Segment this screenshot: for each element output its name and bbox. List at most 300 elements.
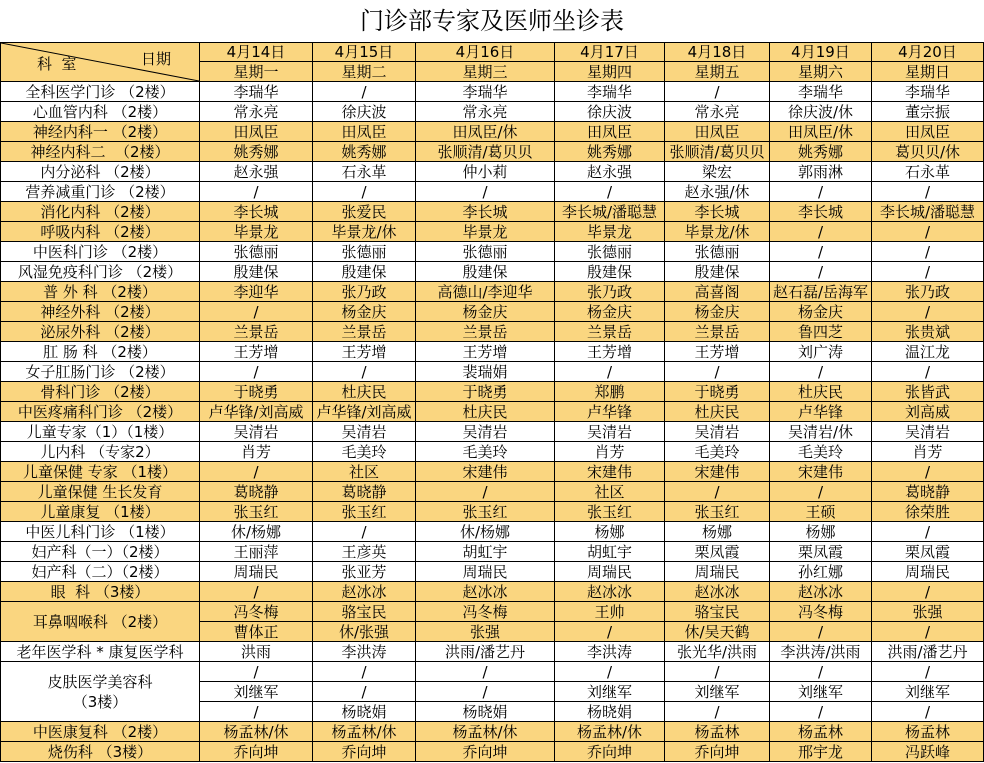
schedule-cell: 常永亮 [416,102,555,122]
schedule-cell: 殷建保 [416,262,555,282]
schedule-cell: / [200,582,313,602]
schedule-cell: 裴瑞娟 [416,362,555,382]
department-label: 儿内科 （专家2） [40,442,160,461]
schedule-cell: 卢华锋/刘高威 [200,402,313,422]
schedule-cell: 李洪涛/洪雨 [770,642,872,662]
schedule-cell: 宋建伟 [555,462,665,482]
schedule-cell: 张德丽 [313,242,416,262]
schedule-cell: 杨金庆 [416,302,555,322]
schedule-cell: 休/吴天鹤 [665,622,770,642]
schedule-cell: 杨金庆 [313,302,416,322]
weekday-header: 星期一 [200,62,313,82]
schedule-cell: 张玉红 [416,502,555,522]
department-label: 呼吸内科 （2楼） [40,222,160,241]
department-label-cell [0,282,200,302]
schedule-cell: 周瑞民 [555,562,665,582]
department-label-cell [0,362,200,382]
department-label: 儿童保健 生长发育 [37,482,163,501]
schedule-cell: 张皆武 [872,382,984,402]
schedule-cell: 乔向坤 [555,742,665,762]
schedule-cell: 张玉红 [555,502,665,522]
schedule-cell: 殷建保 [200,262,313,282]
schedule-cell: / [665,482,770,502]
schedule-cell: 骆宝民 [313,602,416,622]
schedule-cell: 杨孟林/休 [200,722,313,742]
schedule-cell: / [313,82,416,102]
schedule-cell: / [770,702,872,722]
schedule-cell: 温江龙 [872,342,984,362]
schedule-cell: 吴清岩 [313,422,416,442]
schedule-cell: / [555,622,665,642]
department-label-cell [0,602,200,642]
schedule-cell: 李长城 [665,202,770,222]
department-label-cell [0,82,200,102]
schedule-cell: 田凤臣/休 [416,122,555,142]
schedule-cell: / [555,362,665,382]
department-label: 皮肤医学美容科 [47,672,153,691]
department-label-cell [0,342,200,362]
department-label: 儿童专家（1）（1楼） [26,422,174,441]
schedule-cell: 王彦英 [313,542,416,562]
schedule-cell: 肖芳 [555,442,665,462]
schedule-cell: 徐庆波 [555,102,665,122]
department-label: 中医儿科门诊 （1楼） [25,522,175,541]
schedule-cell: 洪雨/潘艺丹 [416,642,555,662]
schedule-cell: 杨孟林 [665,722,770,742]
department-label: 心血管内科 （2楼） [32,102,168,121]
schedule-cell: / [200,182,313,202]
schedule-cell: 徐荣胜 [872,502,984,522]
schedule-table [0,42,984,762]
department-label: 儿童康复 （1楼） [40,502,160,521]
department-label-cell [0,582,200,602]
schedule-cell: 吴清岩 [416,422,555,442]
schedule-cell: 胡虹宇 [416,542,555,562]
department-floor-label: （3楼） [72,692,128,711]
schedule-cell: 田凤臣 [872,122,984,142]
schedule-cell: 李瑞华 [200,82,313,102]
schedule-cell: 毛美玲 [770,442,872,462]
schedule-cell: 张乃政 [555,282,665,302]
schedule-cell: 毛美玲 [313,442,416,462]
schedule-cell: 刘广涛 [770,342,872,362]
schedule-cell: 杨娜 [555,522,665,542]
schedule-cell: 冯冬梅 [416,602,555,622]
schedule-cell: / [200,462,313,482]
schedule-cell: 吴清岩 [872,422,984,442]
schedule-cell: / [665,82,770,102]
schedule-cell: 宋建伟 [416,462,555,482]
schedule-cell: 乔向坤 [665,742,770,762]
schedule-cell: 兰景岳 [416,322,555,342]
department-label-cell [0,162,200,182]
schedule-cell: / [872,362,984,382]
schedule-cell: 徐庆波/休 [770,102,872,122]
schedule-cell: / [313,662,416,682]
department-label: 中医科门诊 （2楼） [32,242,168,261]
department-label: 神经内科二 （2楼） [30,142,170,161]
department-label: 妇产科（一）（2楼） [31,542,169,561]
department-label: 风湿免疫科门诊 （2楼） [17,262,183,281]
schedule-cell: 董宗振 [872,102,984,122]
schedule-cell: 张乃政 [313,282,416,302]
schedule-cell: 卢华锋/刘高威 [313,402,416,422]
date-header: 4月15日 [313,42,416,62]
header-corner-cell [0,42,200,82]
schedule-cell: 杜庆民 [665,402,770,422]
date-axis-label: 日期 [141,50,172,68]
schedule-cell: 杨娜 [770,522,872,542]
schedule-cell: 毕景龙 [416,222,555,242]
schedule-cell: / [770,362,872,382]
date-header: 4月18日 [665,42,770,62]
page-title: 门诊部专家及医师坐诊表 [360,7,624,35]
schedule-cell: / [872,622,984,642]
schedule-cell: 骆宝民 [665,602,770,622]
schedule-cell: 王芳增 [665,342,770,362]
schedule-cell: 李迎华 [200,282,313,302]
schedule-cell: 社区 [555,482,665,502]
schedule-cell: / [770,222,872,242]
department-label-cell [0,522,200,542]
schedule-cell: 高德山/李迎华 [416,282,555,302]
schedule-cell: 常永亮 [665,102,770,122]
department-label-cell [0,422,200,442]
schedule-cell: / [770,262,872,282]
department-label: 神经外科 （2楼） [40,302,160,321]
department-label: 耳鼻咽喉科 （2楼） [32,612,168,631]
schedule-cell: 张乃政 [872,282,984,302]
weekday-header: 星期五 [665,62,770,82]
schedule-cell: 张光华/洪雨 [665,642,770,662]
schedule-cell: 赵冰冰 [313,582,416,602]
schedule-cell: 王芳增 [555,342,665,362]
schedule-cell: 乔向坤 [416,742,555,762]
schedule-cell: 杨孟林/休 [313,722,416,742]
department-label: 消化内科 （2楼） [40,202,160,221]
department-label: 老年医学科 * 康复医学科 [16,642,184,661]
schedule-cell: 石永革 [872,162,984,182]
schedule-cell: 兰景岳 [555,322,665,342]
department-label: 中医疼痛科门诊 （2楼） [17,402,183,421]
schedule-cell: 杨孟林 [872,722,984,742]
schedule-cell: 田凤臣 [313,122,416,142]
department-label-cell [0,142,200,162]
department-label-cell [0,202,200,222]
schedule-cell: 王丽萍 [200,542,313,562]
department-label: 普 外 科 （2楼） [43,282,157,301]
schedule-cell: 吴清岩 [665,422,770,442]
schedule-cell: 刘继军 [872,682,984,702]
department-label-cell [0,542,200,562]
department-label-cell [0,402,200,422]
schedule-cell: 杨晓娟 [416,702,555,722]
schedule-cell: 毛美玲 [416,442,555,462]
department-label-cell [0,662,200,722]
schedule-cell: 王芳增 [416,342,555,362]
schedule-cell: 赵冰冰 [555,582,665,602]
schedule-cell: 葛晓静 [872,482,984,502]
schedule-cell: 殷建保 [665,262,770,282]
schedule-cell: 姚秀娜 [555,142,665,162]
schedule-cell: 姚秀娜 [770,142,872,162]
schedule-cell: 殷建保 [313,262,416,282]
department-label-cell [0,302,200,322]
schedule-cell: 高喜阁 [665,282,770,302]
schedule-cell: / [665,362,770,382]
schedule-cell: 鲁四芝 [770,322,872,342]
schedule-cell: 田凤臣 [665,122,770,142]
schedule-cell: 乔向坤 [313,742,416,762]
schedule-cell: 赵永强 [555,162,665,182]
schedule-cell: 石永革 [313,162,416,182]
schedule-cell: 宋建伟 [665,462,770,482]
department-label-cell [0,502,200,522]
schedule-cell: / [555,182,665,202]
schedule-cell: 栗凤霞 [770,542,872,562]
schedule-cell: 冯冬梅 [200,602,313,622]
schedule-cell: 冯跃峰 [872,742,984,762]
schedule-cell: 杨孟林/休 [555,722,665,742]
schedule-cell: 常永亮 [200,102,313,122]
department-label-cell [0,642,200,662]
department-label: 儿童保健 专家 （1楼） [22,462,178,481]
department-label-cell [0,222,200,242]
schedule-cell: 李洪涛 [555,642,665,662]
department-label-cell [0,122,200,142]
schedule-cell: / [872,662,984,682]
schedule-cell: 郭雨淋 [770,162,872,182]
schedule-cell: / [200,702,313,722]
schedule-cell: 张玉红 [665,502,770,522]
weekday-header: 星期日 [872,62,984,82]
schedule-cell: / [200,362,313,382]
department-label-cell [0,722,200,742]
schedule-cell: / [313,182,416,202]
schedule-cell: 张强 [872,602,984,622]
schedule-cell: / [770,182,872,202]
schedule-cell: 张顺清/葛贝贝 [416,142,555,162]
schedule-cell: 周瑞民 [416,562,555,582]
department-label-cell [0,742,200,762]
department-label: 骨科门诊 （2楼） [40,382,160,401]
schedule-cell: 李长城 [770,202,872,222]
schedule-cell: 周瑞民 [200,562,313,582]
schedule-cell: 于晓勇 [416,382,555,402]
schedule-cell: 李瑞华 [770,82,872,102]
department-label-cell [0,242,200,262]
department-label-cell [0,442,200,462]
schedule-cell: 杨娜 [665,522,770,542]
schedule-cell: 郑鹏 [555,382,665,402]
department-label-cell [0,562,200,582]
schedule-cell: 邢宇龙 [770,742,872,762]
schedule-cell: 李长城/潘聪慧 [555,202,665,222]
schedule-cell: 张爱民 [313,202,416,222]
schedule-cell: / [416,682,555,702]
schedule-cell: / [200,302,313,322]
schedule-cell: / [200,662,313,682]
schedule-cell: / [872,462,984,482]
schedule-cell: 赵石磊/岳海军 [770,282,872,302]
schedule-cell: 休/杨娜 [200,522,313,542]
schedule-cell: 王帅 [555,602,665,622]
schedule-cell: 田凤臣 [200,122,313,142]
schedule-cell: 刘继军 [200,682,313,702]
schedule-cell: 毕景龙 [200,222,313,242]
schedule-cell: 乔向坤 [200,742,313,762]
schedule-cell: 张贵斌 [872,322,984,342]
schedule-cell: 杨金庆 [665,302,770,322]
schedule-cell: 宋建伟 [770,462,872,482]
schedule-cell: 吴清岩/休 [770,422,872,442]
department-label-cell [0,102,200,122]
schedule-cell: 毕景龙/休 [313,222,416,242]
schedule-cell: 杨金庆 [555,302,665,322]
schedule-cell: 毛美玲 [665,442,770,462]
schedule-cell: 赵冰冰 [416,582,555,602]
schedule-cell: 殷建保 [555,262,665,282]
department-label: 女子肛肠门诊 （2楼） [25,362,175,381]
schedule-cell: 曹体正 [200,622,313,642]
schedule-cell: / [313,682,416,702]
schedule-cell: 休/杨娜 [416,522,555,542]
weekday-header: 星期六 [770,62,872,82]
schedule-cell: 张玉红 [200,502,313,522]
schedule-cell: 孙红娜 [770,562,872,582]
schedule-cell: 吴清岩 [555,422,665,442]
department-label: 肛 肠 科 （2楼） [43,342,157,361]
weekday-header: 星期三 [416,62,555,82]
schedule-cell: 赵冰冰 [770,582,872,602]
schedule-cell: 兰景岳 [313,322,416,342]
schedule-cell: 王硕 [770,502,872,522]
schedule-cell: 卢华锋 [770,402,872,422]
schedule-cell: 梁宏 [665,162,770,182]
schedule-cell: / [872,262,984,282]
department-label: 全科医学门诊 （2楼） [25,82,175,101]
department-label: 妇产科（二）（2楼） [31,562,169,581]
schedule-cell: 王芳增 [200,342,313,362]
schedule-cell: / [416,482,555,502]
weekday-header: 星期四 [555,62,665,82]
schedule-cell: 赵永强/休 [665,182,770,202]
schedule-cell: 杜庆民 [770,382,872,402]
schedule-cell: 李瑞华 [555,82,665,102]
schedule-cell: 张德丽 [555,242,665,262]
schedule-cell: / [555,662,665,682]
schedule-cell: 社区 [313,462,416,482]
weekday-header: 星期二 [313,62,416,82]
schedule-cell: 吴清岩 [200,422,313,442]
schedule-cell: 王芳增 [313,342,416,362]
schedule-cell: / [872,582,984,602]
schedule-cell: 刘继军 [665,682,770,702]
schedule-cell: 赵冰冰 [665,582,770,602]
schedule-cell: / [872,522,984,542]
date-header: 4月20日 [872,42,984,62]
schedule-cell: 张德丽 [416,242,555,262]
schedule-cell: 肖芳 [200,442,313,462]
schedule-cell: 徐庆波 [313,102,416,122]
schedule-cell: 姚秀娜 [200,142,313,162]
schedule-cell: 杜庆民 [416,402,555,422]
schedule-cell: 兰景岳 [665,322,770,342]
schedule-cell: 张强 [416,622,555,642]
schedule-cell: 李瑞华 [872,82,984,102]
schedule-cell: 田凤臣 [555,122,665,142]
schedule-cell: 兰景岳 [200,322,313,342]
schedule-cell: 刘高威 [872,402,984,422]
department-label-cell [0,482,200,502]
schedule-cell: 杨晓娟 [555,702,665,722]
schedule-cell: 杜庆民 [313,382,416,402]
department-label-cell [0,382,200,402]
schedule-cell: 杨晓娟 [313,702,416,722]
schedule-cell: 张德丽 [665,242,770,262]
date-header: 4月14日 [200,42,313,62]
schedule-cell: 洪雨/潘艺丹 [872,642,984,662]
schedule-cell: 洪雨 [200,642,313,662]
date-header: 4月17日 [555,42,665,62]
schedule-cell: 张亚芳 [313,562,416,582]
department-label-cell [0,322,200,342]
schedule-cell: / [665,662,770,682]
schedule-cell: 周瑞民 [872,562,984,582]
department-label-cell [0,182,200,202]
schedule-cell: / [872,242,984,262]
department-axis-label: 科 室 [37,55,77,73]
schedule-cell: 于晓勇 [665,382,770,402]
department-label: 内分泌科 （2楼） [40,162,160,181]
department-label: 眼 科 （3楼） [50,582,150,601]
schedule-cell: 胡虹宇 [555,542,665,562]
schedule-cell: 杨金庆 [770,302,872,322]
department-label-cell [0,262,200,282]
schedule-cell: / [770,482,872,502]
schedule-cell: / [872,182,984,202]
schedule-cell: 栗凤霞 [872,542,984,562]
schedule-cell: 休/张强 [313,622,416,642]
schedule-cell: 张德丽 [200,242,313,262]
schedule-cell: / [872,222,984,242]
schedule-cell: / [770,662,872,682]
schedule-cell: / [872,702,984,722]
date-header: 4月16日 [416,42,555,62]
schedule-cell: 李洪涛 [313,642,416,662]
department-label: 泌尿外科 （2楼） [40,322,160,341]
schedule-cell: 葛晓静 [313,482,416,502]
schedule-cell: / [313,522,416,542]
schedule-cell: 刘继军 [770,682,872,702]
schedule-cell: / [770,622,872,642]
schedule-cell: 杨孟林/休 [416,722,555,742]
schedule-cell: 毕景龙 [555,222,665,242]
date-header: 4月19日 [770,42,872,62]
schedule-cell: / [770,242,872,262]
schedule-cell: 赵永强 [200,162,313,182]
schedule-cell: / [665,702,770,722]
department-label-cell [0,462,200,482]
schedule-cell: 冯冬梅 [770,602,872,622]
schedule-cell: 姚秀娜 [313,142,416,162]
schedule-cell: 仲小莉 [416,162,555,182]
schedule-cell: / [313,362,416,382]
schedule-cell: 毕景龙/休 [665,222,770,242]
schedule-cell: 肖芳 [872,442,984,462]
schedule-cell: 栗凤霞 [665,542,770,562]
schedule-cell: 葛贝贝/休 [872,142,984,162]
